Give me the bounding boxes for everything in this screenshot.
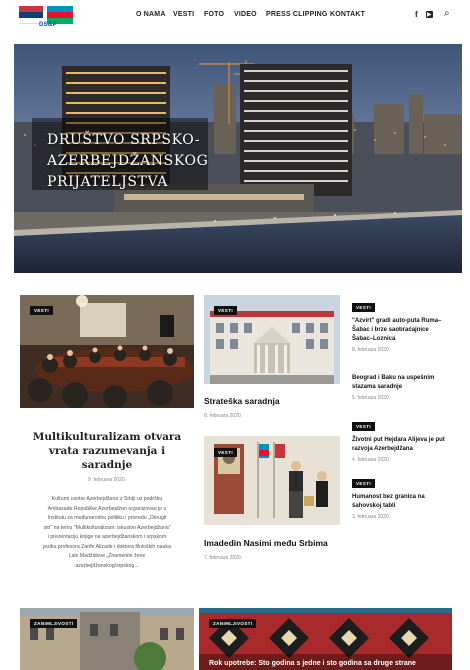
title-line: saradnje [81,459,133,471]
search-icon[interactable]: ⌕ [444,8,450,19]
featured-article-date: 9. februara 2020. [87,477,127,483]
category-badge[interactable]: VESTI [214,448,237,457]
nav-item-vesti[interactable]: VESTI [173,11,195,18]
article-date: 4. februara 2020. [352,457,391,463]
nav-item-kontakt[interactable]: KONTAKT [330,11,366,18]
hero-title-line: DRUŠTVO SRPSKO- [47,132,201,148]
excerpt-line: Lale Madžidove „Znamenite žene [68,553,146,559]
youtube-icon[interactable]: ▶ [427,12,432,18]
article-date: 5. februara 2020. [352,395,391,401]
excerpt-line: azerbejdžanskog/srpskog... [75,562,139,569]
excerpt-line: sto" na temu "Multikulturalizam: iskustvo Azerbejdžana" [43,524,171,531]
excerpt-line: Ambasade Republike Azerbejdžan organizovao je u [47,505,167,512]
facebook-icon[interactable]: f [415,10,418,19]
excerpt-line: jeziku profesora Zarife Alizade i doktora filoloških nauka [43,543,171,550]
sidebar-article[interactable] [352,296,462,353]
excerpt-line: Institutu za međunarodnu politiku i privredu „Okrugli [47,515,167,521]
logo-text: DS&P [39,22,57,28]
title-line: vrata razumevanja i [48,445,166,457]
hero-title [47,130,208,193]
title-line: razvoja Azerbejdžana [352,446,413,452]
title-line: Humanost bez granica na [352,494,425,500]
nav-item-foto[interactable]: FOTO [204,11,225,18]
category-badge[interactable]: VESTI [214,306,237,315]
article-title[interactable]: Imadedin Nasimi među Srbima [204,538,328,548]
title-line: Životni put Hejdara Alijeva je put [352,437,445,443]
hero-title-line: PRIJATELJSTVA [47,174,168,190]
nav-item-o-nama[interactable]: O NAMA [136,11,166,18]
title-line: "Azvirt" gradi auto-puta Ruma– [352,318,442,324]
title-line: šahovskoj tabli [352,503,396,509]
category-badge[interactable]: VESTI [352,422,375,431]
article-image[interactable] [20,608,194,670]
category-badge[interactable]: VESTI [352,479,375,488]
article-date: 3. februara 2020. [352,514,391,520]
site-logo[interactable] [19,6,73,28]
category-badge[interactable]: ZANIMLJIVOSTI [209,619,256,628]
title-line: Šabac i brze saobraćajnice [352,327,429,333]
category-badge[interactable]: ZANIMLJIVOSTI [30,619,77,628]
article-date: 8. februara 2020. [204,413,243,419]
title-line: Šabac–Loznica [352,336,396,342]
article-date: 8. februara 2020. [352,347,391,353]
title-line: Beograd i Baku na uspešnim [352,375,435,381]
site-header [0,0,470,32]
hero-slider[interactable] [14,44,462,273]
sidebar-article[interactable] [352,374,462,401]
featured-article-excerpt [24,495,190,571]
sidebar-article[interactable] [352,415,462,463]
nav-item-video[interactable]: VIDEO [234,11,257,18]
hero-title-line: AZERBEJDŽANSKOG [47,153,209,169]
nav-item-press-clipping[interactable]: PRESS CLIPPING [266,11,328,18]
category-badge[interactable]: VESTI [30,306,53,315]
title-line: Multikulturalizam otvara [32,431,182,443]
sidebar-article[interactable] [352,472,462,520]
title-line: stazama saradnje [352,384,403,390]
article-date: 7. februara 2020. [204,555,243,561]
excerpt-line: i prezentaciju knjige na azerbejdžanskom i srpskom [47,534,167,540]
category-badge[interactable]: VESTI [352,303,375,312]
article-title[interactable]: Rok upotrebe: Sto godina s jedne i sto godina sa druge strane [209,660,416,667]
featured-article-title[interactable] [20,430,194,472]
article-title[interactable]: Strateška saradnja [204,396,280,406]
excerpt-line: Kulturni centar Azerbejdžana u Srbiji uz podršku [51,496,163,502]
